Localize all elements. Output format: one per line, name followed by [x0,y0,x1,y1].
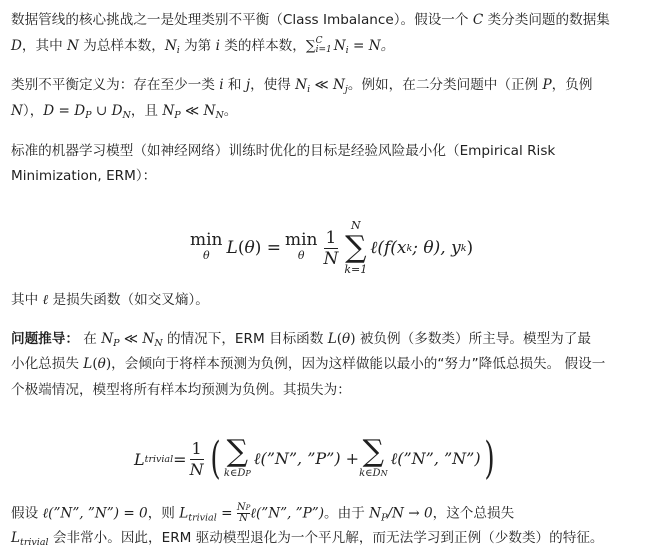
para3-line2: Minimization, ERM）： [11,168,157,184]
para5-line3: 个极端情况，模型将所有样本均预测为负例。其损失为： [11,382,351,398]
para5-line2: 小化总损失 L(θ)，会倾向于将样本预测为负例，因为这样做能以最小的“努力”降低总损失。 假设一 [11,356,606,372]
para2-line1: 类别不平衡定义为：存在至少一类 i 和 j，使得 $N_i$ ≪ $N_j$。例如，在二分类问题中（正例 P，负例 [11,77,593,95]
para1-line1: 数据管线的核心挑战之一是处理类别不平衡（Class Imbalance）。假设一个 C 类分类问题的数据集 [11,12,610,28]
trivial-loss-equation: L trivial = $\frac{1}{N}$ ( ∑ k∈DP ℓ(”N”, ”P”) + ∑ k∈DN ℓ(”N”, ”N”) ) [134,433,495,484]
para6-line2: $L_{trivial}$ 会非常小。因此，ERM 驱动模型退化为一个平凡解，而无法学习到正例（少数类）的特征。 [11,530,604,548]
para5-line1: 问题推导： 在 $N_P$ ≪ $N_N$ 的情况下，ERM 目标函数 L(θ) 被负例（多数类）所主导。模型为了最 [11,331,591,349]
para6-line1: 假设 ℓ(”N”, ”N”) = 0，则 $L_{trivial}$ = $\frac{NP}{N}$ ℓ(”N”, ”P”)。由于 $N_P/N \to 0$，这个总损失 [11,502,515,524]
para2-line2: N），$D = D_P$ ∪ $D_N$，且 $N_P$ ≪ $N_N$。 [11,103,238,121]
erm-equation: min θ L ( θ ) = min θ $\frac{1}{N}$ N ∑ k=1 ℓ(f(x k ; θ), y k ) [190,219,474,276]
para1-line2: D，其中 N 为总样本数，$N_i$ 为第 i 类的样本数，∑ C i=1 $N_i = N$。 [11,36,395,56]
para4-line: 其中 ℓ 是损失函数（如交叉熵）。 [11,292,209,308]
para3-line1: 标准的机器学习模型（如神经网络）训练时优化的目标是经验风险最小化（Empirical Risk [11,143,556,159]
